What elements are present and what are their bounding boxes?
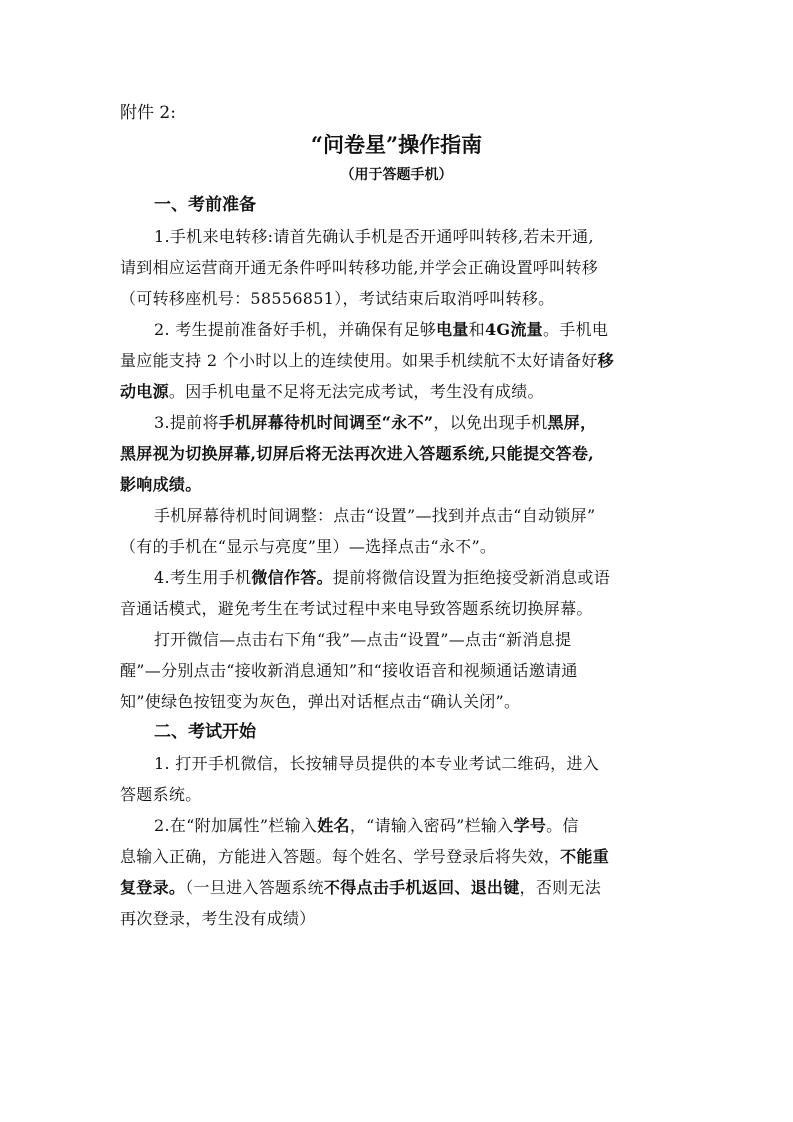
document-subtitle: （用于答题手机） — [340, 167, 453, 183]
text-run: 2. 考生提前准备好手机，并确保有足够 — [154, 320, 437, 339]
emphasis-text: 手机屏幕待机时间调至“永不” — [218, 413, 434, 432]
paragraph-line — [120, 438, 673, 469]
text-run: 4.考生用手机 — [154, 568, 252, 587]
emphasis-text: 学号 — [513, 816, 547, 835]
emphasis-text: 影响成绩。 — [120, 475, 202, 494]
paragraph-line: 音通话模式，避免考生在考试过程中来电导致答题系统切换屏幕。 — [120, 599, 593, 618]
paragraph-line: 1.手机来电转移:请首先确认手机是否开通呼叫转移,若未开通, — [154, 227, 594, 246]
paragraph-phone-battery — [120, 314, 673, 407]
paragraph-line — [120, 376, 673, 407]
text-run: ，否则无法 — [519, 878, 602, 897]
text-run: 2.在“附加属性”栏输入 — [154, 816, 318, 835]
paragraph-line — [120, 562, 673, 593]
emphasis-text: 微信作答。 — [251, 568, 333, 587]
text-run: ，以免出现手机 — [433, 413, 548, 432]
paragraph-login-info — [120, 810, 673, 934]
paragraph-line — [120, 841, 673, 872]
section-heading-preparation: 一、考前准备 — [154, 195, 256, 215]
paragraph-line — [120, 345, 673, 376]
text-run: ，“请输入密码”栏输入 — [349, 816, 514, 835]
paragraph-screen-timeout — [120, 407, 673, 500]
paragraph-call-forwarding — [120, 221, 673, 314]
paragraph-line: （可转移座机号：58556851），考试结束后取消呼叫转移。 — [120, 289, 555, 308]
paragraph-line — [120, 810, 673, 841]
text-run: 。手机电 — [542, 320, 609, 339]
paragraph-line: 打开微信—点击右下角“我”—点击“设置”—点击“新消息提 — [154, 630, 572, 649]
attachment-label: 附件 2: — [120, 103, 176, 123]
emphasis-text: 不能重 — [560, 847, 610, 866]
text-run: 3.提前将 — [154, 413, 219, 432]
section-heading-exam-start: 二、考试开始 — [154, 722, 256, 742]
paragraph-line: 再次登录，考生没有成绩） — [120, 909, 316, 928]
paragraph-line — [120, 872, 673, 903]
text-run: 。因手机电量不足将无法完成考试，考生没有成绩。 — [168, 382, 544, 401]
paragraph-line: 请到相应运营商开通无条件呼叫转移功能,并学会正确设置呼叫转移 — [120, 258, 599, 277]
emphasis-text: 不得点击手机返回、退出键 — [323, 878, 520, 897]
text-run: 提前将微信设置为拒绝接受新消息或语 — [332, 568, 610, 587]
document-content — [120, 98, 673, 934]
paragraph-screen-timeout-steps — [120, 500, 673, 562]
paragraph-line: 知”使绿色按钮变为灰色，弹出对话框点击“确认关闭”。 — [120, 692, 521, 711]
emphasis-text: 动电源 — [120, 382, 169, 401]
paragraph-line: 1. 打开手机微信，长按辅导员提供的本专业考试二维码，进入 — [154, 754, 600, 773]
emphasis-text: 黑屏视为切换屏幕,切屏后将无法再次进入答题系统,只能提交答卷, — [120, 444, 595, 463]
emphasis-text: 电量 — [436, 320, 469, 339]
text-run: 。信 — [546, 816, 579, 835]
paragraph-line: 醒”—分别点击“接收新消息通知”和“接收语音和视频通话邀请通 — [120, 661, 578, 680]
paragraph-line — [120, 314, 673, 345]
paragraph-open-wechat — [120, 748, 673, 810]
text-run: （一旦进入答题系统 — [185, 878, 324, 897]
paragraph-wechat-answer — [120, 562, 673, 624]
emphasis-text: 4G流量 — [484, 320, 543, 339]
text-run: 息输入正确，方能进入答题。每个姓名、学号登录后将失效， — [120, 847, 561, 866]
paragraph-line: （有的手机在“显示与亮度”里）—选择点击“永不”。 — [120, 537, 497, 556]
emphasis-text: 姓名 — [317, 816, 350, 835]
emphasis-text: 复登录。 — [120, 878, 186, 897]
text-run: 量应能支持 2 个小时以上的连续使用。如果手机续航不太好请备好 — [120, 351, 598, 370]
emphasis-text: 黑屏， — [547, 413, 597, 432]
text-run: 和 — [468, 320, 485, 339]
emphasis-text: 移 — [597, 351, 614, 370]
document-title: “问卷星”操作指南 — [310, 132, 483, 157]
paragraph-line: 手机屏幕待机时间调整：点击“设置”—找到并点击“自动锁屏” — [154, 506, 596, 525]
paragraph-line: 答题系统。 — [120, 785, 202, 804]
paragraph-line — [120, 469, 673, 500]
paragraph-wechat-steps — [120, 624, 673, 717]
paragraph-line — [120, 407, 673, 438]
